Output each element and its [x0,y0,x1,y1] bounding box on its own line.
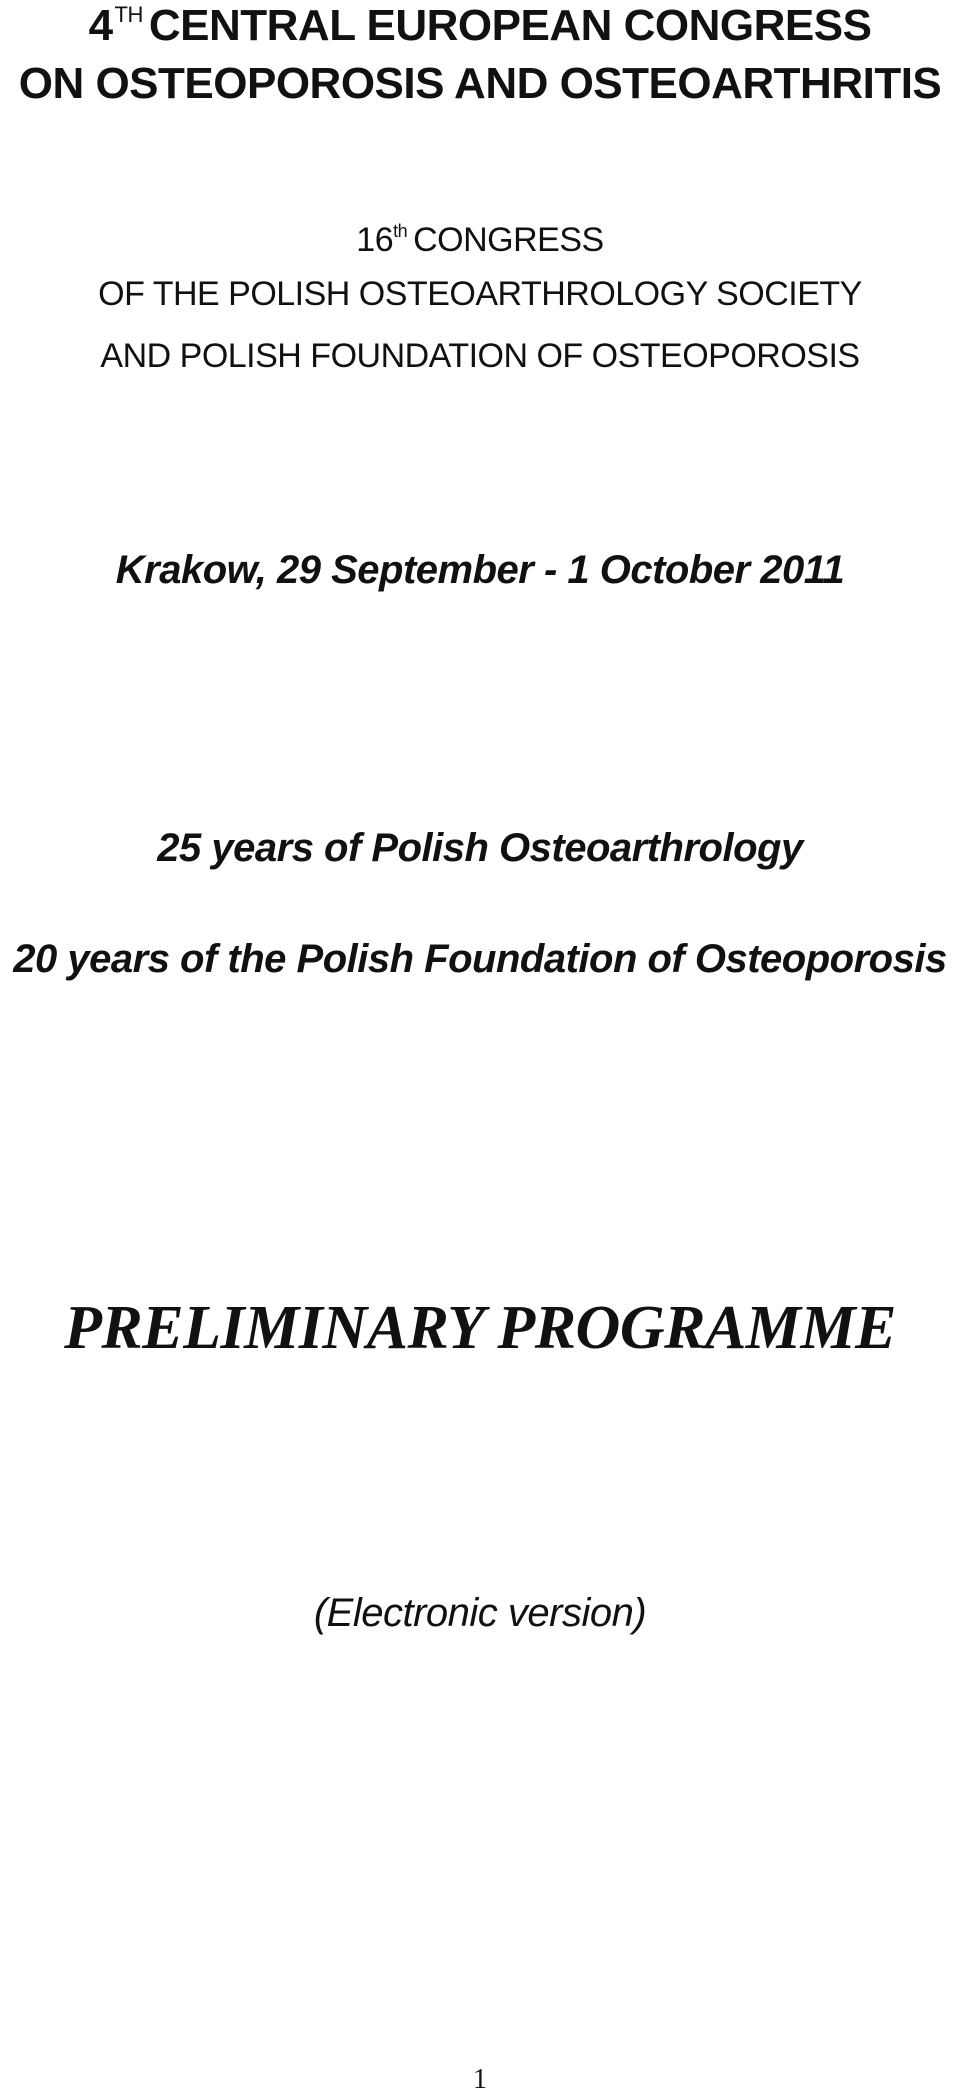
title-line-1-text: CENTRAL EUROPEAN CONGRESS [148,1,872,50]
title-ordinal-number: 4 [88,1,113,50]
congress-subtitle-line-1 [0,218,960,267]
title-ordinal-suffix: TH [114,2,143,27]
congress-title-line-1 [0,0,960,59]
venue-and-dates: Krakow, 29 September - 1 October 2011 [115,548,845,592]
anniversary-osteoarthrology: 25 years of Polish Osteoarthrology [157,826,803,870]
congress-subtitle-line-1-text: CONGRESS [413,221,604,259]
electronic-version-note: (Electronic version) [313,1591,647,1635]
page-number: 1 [473,2064,487,2095]
congress-subtitle-line-2: OF THE POLISH OSTEOARTHROLOGY SOCIETY [98,275,862,313]
anniversary-foundation: 20 years of the Polish Foundation of Osteoporosis [13,937,947,981]
congress-title-line-2: ON OSTEOPOROSIS AND OSTEOARTHRITIS [18,59,942,108]
congress-number: 16 [356,221,394,259]
congress-subtitle-line-3: AND POLISH FOUNDATION OF OSTEOPOROSIS [100,337,860,375]
congress-number-suffix: th [393,221,408,241]
preliminary-programme-title: PRELIMINARY PROGRAMME [64,1294,896,1362]
